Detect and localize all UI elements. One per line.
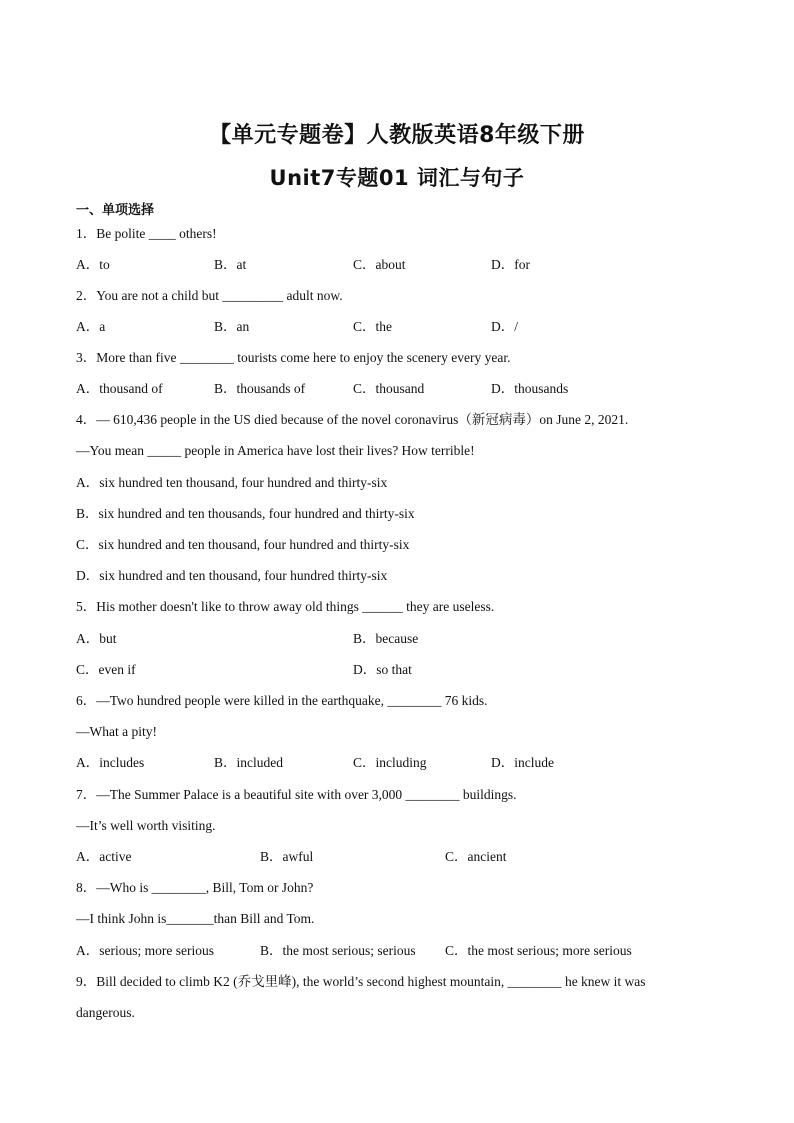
question-3-option-c[interactable]: C．thousand (353, 381, 425, 396)
question-4-option-c[interactable]: C．six hundred and ten thousand, four hundred and thirty-six (76, 537, 410, 552)
question-4-option-d[interactable]: D．six hundred and ten thousand, four hundred thirty-six (76, 568, 388, 583)
question-6-stem-reply: —What a pity! (76, 724, 157, 739)
question-6-option-b[interactable]: B．included (214, 755, 283, 770)
question-2-stem: 2．You are not a child but _________ adult now. (76, 288, 343, 303)
section-title: 一、单项选择 (76, 203, 155, 218)
question-4-option-b[interactable]: B．six hundred and ten thousands, four hundred and thirty-six (76, 506, 415, 521)
question-5-option-d[interactable]: D．so that (353, 662, 412, 677)
question-7-stem: 7．—The Summer Palace is a beautiful site with over 3,000 ________ buildings. (76, 787, 517, 802)
question-1-stem: 1．Be polite ____ others! (76, 226, 217, 241)
question-1-option-c[interactable]: C．about (353, 257, 406, 272)
question-4-stem-reply: —You mean _____ people in America have lost their lives? How terrible! (76, 443, 475, 458)
question-1-option-a[interactable]: A．to (76, 257, 110, 272)
question-5-option-b[interactable]: B．because (353, 631, 419, 646)
question-4-option-a[interactable]: A．six hundred ten thousand, four hundred and thirty-six (76, 475, 388, 490)
question-7-option-a[interactable]: A．active (76, 849, 132, 864)
page-subtitle: Unit7专题01 词汇与句子 (269, 166, 525, 190)
question-9-stem: 9．Bill decided to climb K2 (乔戈里峰), the world’s second highest mountain, ________ he knew it was (76, 974, 646, 989)
question-3-stem: 3．More than five ________ tourists come here to enjoy the scenery every year. (76, 350, 511, 365)
question-8-option-c[interactable]: C．the most serious; more serious (445, 943, 632, 958)
question-6-option-c[interactable]: C．including (353, 755, 427, 770)
question-8-option-a[interactable]: A．serious; more serious (76, 943, 214, 958)
question-1-option-b[interactable]: B．at (214, 257, 247, 272)
question-8-stem: 8．—Who is ________, Bill, Tom or John? (76, 880, 314, 895)
question-6-option-d[interactable]: D．include (491, 755, 554, 770)
question-5-option-a[interactable]: A．but (76, 631, 117, 646)
page-title: 【单元专题卷】人教版英语8年级下册 (209, 123, 585, 148)
question-2-option-b[interactable]: B．an (214, 319, 250, 334)
question-4-stem: 4．— 610,436 people in the US died because of the novel coronavirus（新冠病毒）on June 2, 2021. (76, 412, 629, 427)
question-7-option-c[interactable]: C．ancient (445, 849, 507, 864)
question-2-option-d[interactable]: D．/ (491, 319, 518, 334)
question-8-stem-reply: —I think John is_______than Bill and Tom. (76, 911, 315, 926)
question-1-option-d[interactable]: D．for (491, 257, 530, 272)
question-5-stem: 5．His mother doesn't like to throw away old things ______ they are useless. (76, 599, 495, 614)
question-6-stem: 6．—Two hundred people were killed in the earthquake, ________ 76 kids. (76, 693, 488, 708)
question-7-stem-reply: —It’s well worth visiting. (76, 818, 216, 833)
question-6-option-a[interactable]: A．includes (76, 755, 145, 770)
question-9-stem-continued: dangerous. (76, 1005, 135, 1020)
question-3-option-b[interactable]: B．thousands of (214, 381, 306, 396)
question-3-option-d[interactable]: D．thousands (491, 381, 569, 396)
question-2-option-c[interactable]: C．the (353, 319, 392, 334)
question-3-option-a[interactable]: A．thousand of (76, 381, 163, 396)
question-5-option-c[interactable]: C．even if (76, 662, 136, 677)
question-7-option-b[interactable]: B．awful (260, 849, 314, 864)
question-8-option-b[interactable]: B．the most serious; serious (260, 943, 416, 958)
question-2-option-a[interactable]: A．a (76, 319, 106, 334)
